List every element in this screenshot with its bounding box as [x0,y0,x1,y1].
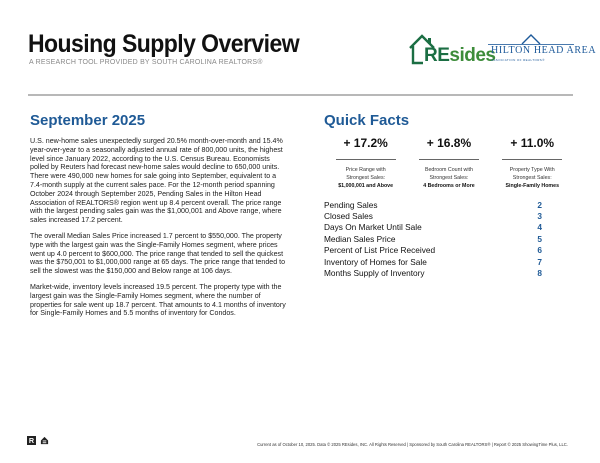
quick-facts-stats [324,134,574,190]
fact-divider [419,159,479,160]
summary-paragraph: Market-wide, inventory levels increased 19.5 percent. The property type with the largest gain was the Single-Family Homes segment, where the number of properties for sale went up 18.7 percent. That amounts to 4.1 months of inventory for Single-Family Homes and 5.5 months of inventory for Condos. [30,282,286,318]
fact-price-range [324,134,407,190]
footer-text: Current as of October 10, 2025. Data © 2025 REsides, INC. All Rights Reserved | Sponsored by South Carolina REALTORS® | Report © 2025 ShowingTime Plus, LLC. [257,442,568,447]
fact-value: + 16.8% [426,136,472,150]
fact-property-type [491,134,574,190]
toc-item[interactable] [324,210,542,221]
toc-label[interactable]: Months Supply of Inventory [324,268,425,279]
toc-page[interactable]: 3 [537,211,542,222]
table-of-contents [324,199,542,279]
month-heading: September 2025 [30,112,146,129]
page-title: Housing Supply Overview [28,30,300,58]
fact-value: + 11.0% [510,136,555,150]
resides-suffix: sides [449,45,496,66]
quick-facts-heading: Quick Facts [324,112,410,129]
toc-item[interactable] [324,199,542,210]
toc-item[interactable] [324,256,542,267]
toc-label[interactable]: Days On Market Until Sale [324,222,422,233]
toc-item[interactable] [324,267,542,278]
hilton-tagline: ASSOCIATION OF REALTORS® [491,58,545,62]
fact-value: + 17.2% [343,136,388,150]
toc-item[interactable] [324,245,542,256]
resides-logo [407,30,496,68]
toc-page[interactable]: 6 [537,245,542,256]
resides-prefix: RE [424,45,450,66]
footer-icons [27,436,49,445]
toc-label[interactable]: Closed Sales [324,211,373,222]
toc-item[interactable] [324,222,542,233]
summary-paragraph: The overall Median Sales Price increased 1.7 percent to $550,000. The property type with the largest gain was the Single-Family Homes segment, where prices went up 4.0 percent to $600,000. The price range that tended to sell the quickest was the $750,001 to $1,000,000 range at 65 days. The price range that tended to sell the slowest was the $150,000 and Below range at 106 days. [30,231,286,276]
page-subtitle: A RESEARCH TOOL PROVIDED BY SOUTH CAROLINA REALTORS® [29,59,263,66]
fact-detail: 4 Bedrooms or More [423,183,475,189]
toc-label[interactable]: Pending Sales [324,199,378,210]
roof-icon [486,32,576,46]
fact-label: Bedroom Count with [424,167,473,173]
fact-detail: $1,000,001 and Above [338,183,394,189]
toc-page[interactable]: 8 [537,268,542,279]
fact-bedroom-count [407,134,490,190]
fact-label: Price Range with [345,167,386,173]
realtor-r-icon [27,436,36,445]
fact-label: Property Type With [509,167,555,173]
summary-text [30,137,286,325]
toc-page[interactable]: 7 [537,256,542,267]
fact-label: Strongest Sales: [512,175,552,181]
toc-page[interactable]: 5 [537,233,542,244]
summary-paragraph: U.S. new-home sales unexpectedly surged 20.5% month-over-month and 15.4% year-over-year to a seasonally adjusted annual rate of 800,000 units, the highest level since January 2022, according to the U.S. Census Bureau. Economists polled by Reuters had forecast new-home sales would decline to 650,000 units. There were 490,000 new homes for sale going into September, equivalent to a 7.4-month supply at the current sales pace. For the 12-month period spanning October 2024 through September 2025, Pending Sales in the Hilton Head Association of REALTORS® region went up 8.4 percent overall. The price range with the largest pending sales gain was the $1,000,001 and Above range, where sales increased 17.2 percent. [30,137,283,225]
header-divider [28,94,573,96]
toc-label[interactable]: Median Sales Price [324,233,396,244]
toc-item[interactable] [324,233,542,244]
equal-housing-icon [40,436,49,445]
hilton-name: HILTON HEAD AREA [491,45,597,56]
toc-label[interactable]: Inventory of Homes for Sale [324,256,427,267]
svg-text:R: R [28,436,35,445]
fact-label: Strongest Sales: [346,175,386,181]
toc-label[interactable]: Percent of List Price Received [324,245,436,256]
fact-label: Strongest Sales: [429,175,469,181]
fact-divider [336,159,396,160]
fact-detail: Single-Family Homes [505,183,560,189]
fact-divider [502,159,562,160]
toc-page[interactable]: 2 [537,199,542,210]
toc-page[interactable]: 4 [537,222,542,233]
hilton-head-logo [486,32,597,68]
